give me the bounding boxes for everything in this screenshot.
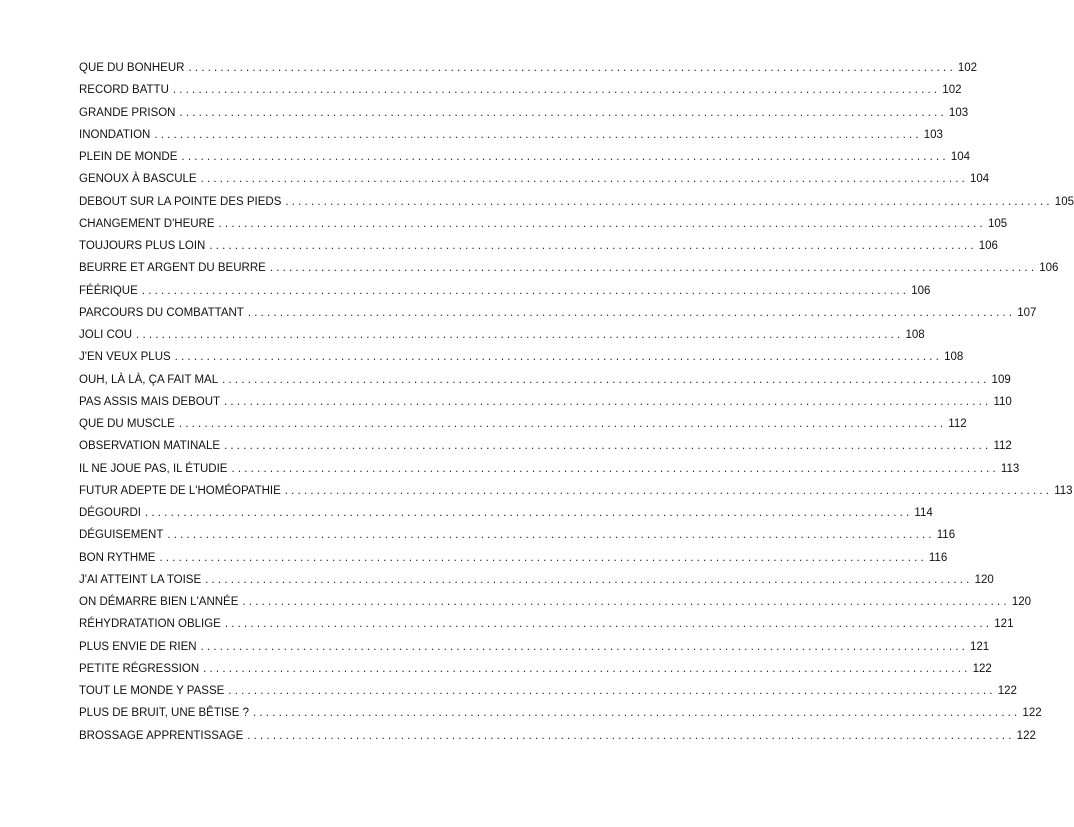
dot-leader: ........................................................................................................................: [203, 662, 971, 675]
entry-page-number: 122: [1016, 729, 1036, 742]
entry-page-number: 109: [991, 373, 1011, 386]
entry-title: TOUJOURS PLUS LOIN: [79, 240, 206, 252]
entry-page-number: 102: [957, 62, 978, 74]
entry-page-number: 122: [972, 662, 992, 675]
dot-leader: ........................................................................................................................: [228, 685, 996, 697]
dot-leader: ........................................................................................................................: [178, 418, 947, 430]
entry-page-number: 104: [970, 173, 990, 186]
entry-title: DÉGUISEMENT: [79, 529, 164, 542]
entry-title: JOLI COU: [79, 329, 133, 341]
entry-title: PAS ASSIS MAIS DEBOUT: [79, 395, 221, 408]
toc-entry: [79, 685, 1017, 707]
dot-leader: ........................................................................................................................: [200, 640, 969, 653]
toc-entry: [79, 484, 1073, 507]
entry-title: BROSSAGE APPRENTISSAGE: [79, 729, 244, 742]
entry-title: FÉÉRIQUE: [79, 284, 138, 297]
entry-title: FUTUR ADEPTE DE L'HOMÉOPATHIE: [79, 484, 281, 497]
entry-title: J'AI ATTEINT LA TOISE: [79, 573, 202, 586]
dot-leader: ........................................................................................................................: [200, 173, 969, 186]
dot-leader: ........................................................................................................................: [136, 329, 904, 341]
entry-page-number: 113: [1054, 484, 1073, 497]
entry-page-number: 110: [993, 395, 1012, 408]
toc-entry: [79, 240, 998, 262]
toc-entry: [79, 373, 1011, 396]
toc-entry: [79, 418, 967, 440]
toc-entry: [79, 640, 990, 663]
dot-leader: ........................................................................................................................: [224, 395, 992, 408]
dot-leader: ........................................................................................................................: [188, 62, 956, 74]
dot-leader: ........................................................................................................................: [269, 262, 1038, 275]
toc-entry: [79, 551, 948, 574]
entry-page-number: 108: [944, 351, 964, 364]
toc-entry: [79, 106, 969, 129]
toc-entry: [79, 351, 964, 373]
entry-page-number: 116: [936, 529, 956, 542]
entry-title: ON DÉMARRE BIEN L'ANNÉE: [79, 596, 239, 608]
entry-page-number: 112: [993, 440, 1012, 453]
dot-leader: ........................................................................................................................: [179, 106, 947, 119]
entry-page-number: 108: [905, 329, 925, 341]
entry-page-number: 107: [1017, 306, 1037, 319]
entry-page-number: 105: [987, 217, 1008, 230]
dot-leader: ........................................................................................................................: [247, 306, 1016, 319]
toc-entry: [79, 596, 1032, 618]
entry-title: GENOUX À BASCULE: [79, 173, 197, 186]
toc-entry: [79, 395, 1012, 418]
toc-entry: [79, 440, 1012, 462]
entry-page-number: 106: [978, 240, 998, 252]
toc-entry: [79, 151, 971, 173]
entry-page-number: 114: [914, 507, 933, 519]
dot-leader: ........................................................................................................................: [222, 373, 990, 386]
entry-title: BON RYTHME: [79, 551, 156, 564]
entry-page-number: 106: [1039, 262, 1059, 275]
toc-entry: [79, 217, 1008, 240]
entry-title: PLUS ENVIE DE RIEN: [79, 640, 197, 653]
toc-entry: [79, 529, 956, 551]
dot-leader: ........................................................................................................................: [167, 529, 935, 542]
dot-leader: ........................................................................................................................: [172, 84, 941, 97]
entry-page-number: 122: [997, 685, 1017, 697]
toc-entry: [79, 173, 990, 195]
toc-entry: [79, 84, 962, 106]
entry-title: RECORD BATTU: [79, 84, 169, 97]
dot-leader: ........................................................................................................................: [247, 729, 1015, 742]
entry-title: PLEIN DE MONDE: [79, 151, 178, 163]
dot-leader: ........................................................................................................................: [181, 151, 949, 163]
entry-title: IL NE JOUE PAS, IL ÉTUDIE: [79, 462, 228, 475]
dot-leader: ........................................................................................................................: [205, 573, 973, 586]
entry-title: QUE DU MUSCLE: [79, 418, 175, 430]
toc-entry: [79, 507, 933, 529]
dot-leader: ........................................................................................................................: [144, 507, 913, 519]
entry-page-number: 104: [950, 151, 971, 163]
toc-entry: [79, 707, 1042, 729]
dot-leader: ........................................................................................................................: [154, 128, 922, 141]
toc-entry: [79, 329, 925, 351]
entry-page-number: 112: [948, 418, 967, 430]
dot-leader: ........................................................................................................................: [231, 462, 999, 475]
entry-title: RÉHYDRATATION OBLIGE: [79, 618, 221, 631]
entry-title: CHANGEMENT D'HEURE: [79, 217, 215, 230]
entry-title: J'EN VEUX PLUS: [79, 351, 171, 364]
entry-title: OUH, LÀ LÀ, ÇA FAIT MAL: [79, 373, 219, 386]
dot-leader: ........................................................................................................................: [159, 551, 927, 564]
entry-page-number: 116: [928, 551, 948, 564]
dot-leader: ........................................................................................................................: [224, 440, 992, 453]
entry-title: PETITE RÉGRESSION: [79, 662, 200, 675]
toc-entry: [79, 262, 1059, 284]
table-of-contents: [79, 62, 1074, 752]
entry-title: PARCOURS DU COMBATTANT: [79, 306, 244, 319]
toc-entry: [79, 618, 1014, 640]
entry-page-number: 120: [974, 573, 994, 586]
entry-page-number: 106: [911, 284, 931, 297]
entry-page-number: 102: [942, 84, 962, 97]
dot-leader: ........................................................................................................................: [209, 240, 977, 252]
entry-page-number: 122: [1022, 707, 1042, 720]
dot-leader: ........................................................................................................................: [174, 351, 943, 364]
entry-title: DÉGOURDI: [79, 507, 141, 519]
entry-title: TOUT LE MONDE Y PASSE: [79, 685, 225, 697]
toc-entry: [79, 462, 1020, 485]
entry-page-number: 105: [1054, 195, 1074, 208]
toc-entry: [79, 128, 943, 151]
entry-page-number: 113: [1000, 462, 1020, 475]
toc-entry: [79, 729, 1036, 752]
entry-title: DEBOUT SUR LA POINTE DES PIEDS: [79, 195, 282, 208]
toc-entry: [79, 284, 931, 307]
dot-leader: ........................................................................................................................: [141, 284, 910, 297]
entry-page-number: 121: [994, 618, 1014, 631]
dot-leader: ........................................................................................................................: [284, 484, 1053, 497]
dot-leader: ........................................................................................................................: [218, 217, 986, 230]
dot-leader: ........................................................................................................................: [253, 707, 1021, 720]
dot-leader: ........................................................................................................................: [242, 596, 1010, 608]
toc-entry: [79, 662, 992, 685]
entry-title: PLUS DE BRUIT, UNE BÊTISE ?: [79, 707, 249, 720]
toc-entry: [79, 62, 978, 84]
entry-page-number: 120: [1011, 596, 1032, 608]
entry-title: GRANDE PRISON: [79, 106, 176, 119]
entry-title: INONDATION: [79, 128, 151, 141]
entry-page-number: 103: [923, 128, 943, 141]
entry-page-number: 103: [948, 106, 969, 119]
entry-title: OBSERVATION MATINALE: [79, 440, 221, 453]
entry-page-number: 121: [970, 640, 990, 653]
toc-entry: [79, 573, 994, 596]
entry-title: BEURRE ET ARGENT DU BEURRE: [79, 262, 266, 275]
entry-title: QUE DU BONHEUR: [79, 62, 185, 74]
toc-entry: [79, 306, 1037, 329]
dot-leader: ........................................................................................................................: [285, 195, 1053, 208]
dot-leader: ........................................................................................................................: [224, 618, 993, 631]
toc-entry: [79, 195, 1074, 218]
